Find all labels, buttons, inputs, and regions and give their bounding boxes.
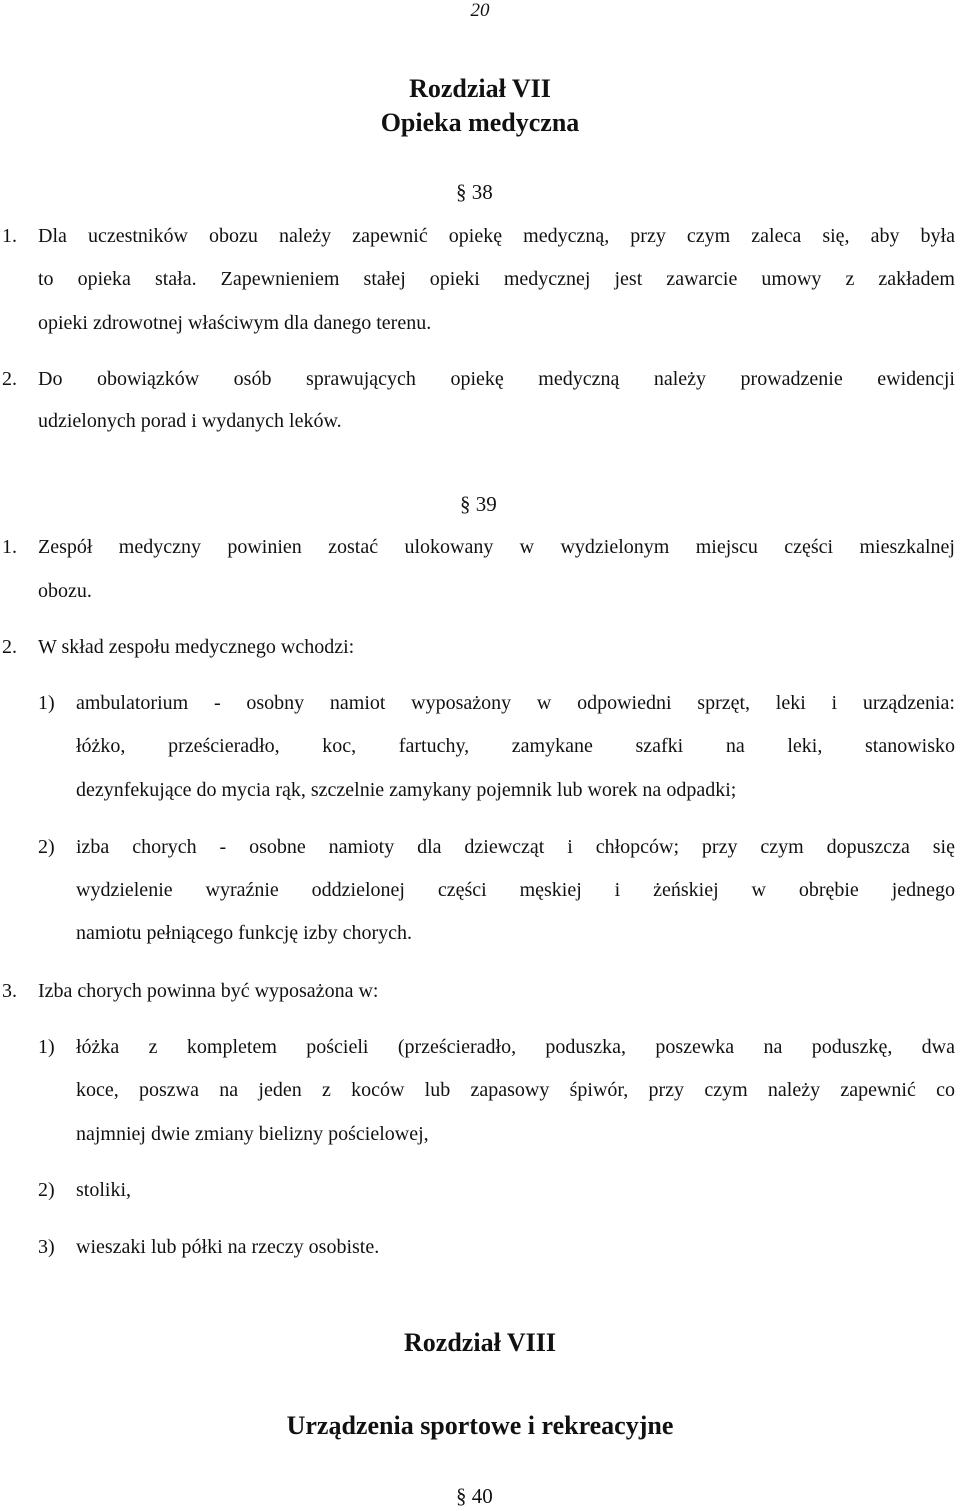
list-item-line: namiotu pełniącego funkcję izby chorych. xyxy=(76,922,412,944)
list-item-line: łóżko, prześcieradło, koc, fartuchy, zamykane szafki na leki, stanowisko xyxy=(76,735,955,757)
list-item-line: dezynfekujące do mycia rąk, szczelnie zamykany pojemnik lub worek na odpadki; xyxy=(76,779,737,801)
chapter-title: Rozdział VII xyxy=(409,74,551,103)
list-item-line: koce, poszwa na jeden z koców lub zapasowy śpiwór, przy czym należy zapewnić co xyxy=(76,1079,955,1101)
section-mark-40: § 40 xyxy=(456,1484,493,1508)
paragraph-number: 1. xyxy=(2,536,17,558)
paragraph-line: to opieka stała. Zapewnieniem stałej opieki medycznej jest zawarcie umowy z zakładem xyxy=(38,268,955,290)
list-item-line: łóżka z kompletem pościeli (prześcieradło, poduszka, poszewka na poduszkę, dwa xyxy=(76,1036,955,1058)
list-item-line: ambulatorium - osobny namiot wyposażony w odpowiedni sprzęt, leki i urządzenia: xyxy=(76,692,955,714)
chapter-subtitle: Urządzenia sportowe i rekreacyjne xyxy=(286,1411,674,1440)
list-item-number: 2) xyxy=(38,836,55,858)
list-item-line: stoliki, xyxy=(76,1179,132,1201)
section-mark-38: § 38 xyxy=(456,180,493,204)
paragraph-number: 2. xyxy=(2,636,17,658)
paragraph-number: 2. xyxy=(2,368,17,390)
paragraph-line: udzielonych porad i wydanych leków. xyxy=(38,410,342,432)
section-mark-39: § 39 xyxy=(460,492,497,516)
list-item-number: 1) xyxy=(38,1036,55,1058)
list-item-line: izba chorych - osobne namioty dla dziewcząt i chłopców; przy czym dopuszcza się xyxy=(76,836,955,858)
paragraph-line: opieki zdrowotnej właściwym dla danego terenu. xyxy=(38,312,432,334)
paragraph-line: Do obowiązków osób sprawujących opiekę medyczną należy prowadzenie ewidencji xyxy=(38,368,955,390)
paragraph-line: W skład zespołu medycznego wchodzi: xyxy=(38,636,355,658)
paragraph-line: obozu. xyxy=(38,580,92,602)
chapter-subtitle: Opieka medyczna xyxy=(380,108,580,137)
paragraph-number: 3. xyxy=(2,980,17,1002)
paragraph-number: 1. xyxy=(2,225,17,247)
paragraph-line: Dla uczestników obozu należy zapewnić opiekę medyczną, przy czym zaleca się, aby była xyxy=(38,225,955,247)
paragraph-line: Izba chorych powinna być wyposażona w: xyxy=(38,980,379,1002)
list-item-line: najmniej dwie zmiany bielizny pościelowej, xyxy=(76,1123,429,1145)
list-item-line: wieszaki lub półki na rzeczy osobiste. xyxy=(76,1236,380,1258)
paragraph-line: Zespół medyczny powinien zostać ulokowany w wydzielonym miejscu części mieszkalnej xyxy=(38,536,955,558)
list-item-number: 3) xyxy=(38,1236,55,1258)
page-number: 20 xyxy=(470,0,490,21)
list-item-number: 2) xyxy=(38,1179,55,1201)
list-item-number: 1) xyxy=(38,692,55,714)
chapter-title: Rozdział VIII xyxy=(404,1328,556,1357)
list-item-line: wydzielenie wyraźnie oddzielonej części męskiej i żeńskiej w obrębie jednego xyxy=(76,879,955,901)
